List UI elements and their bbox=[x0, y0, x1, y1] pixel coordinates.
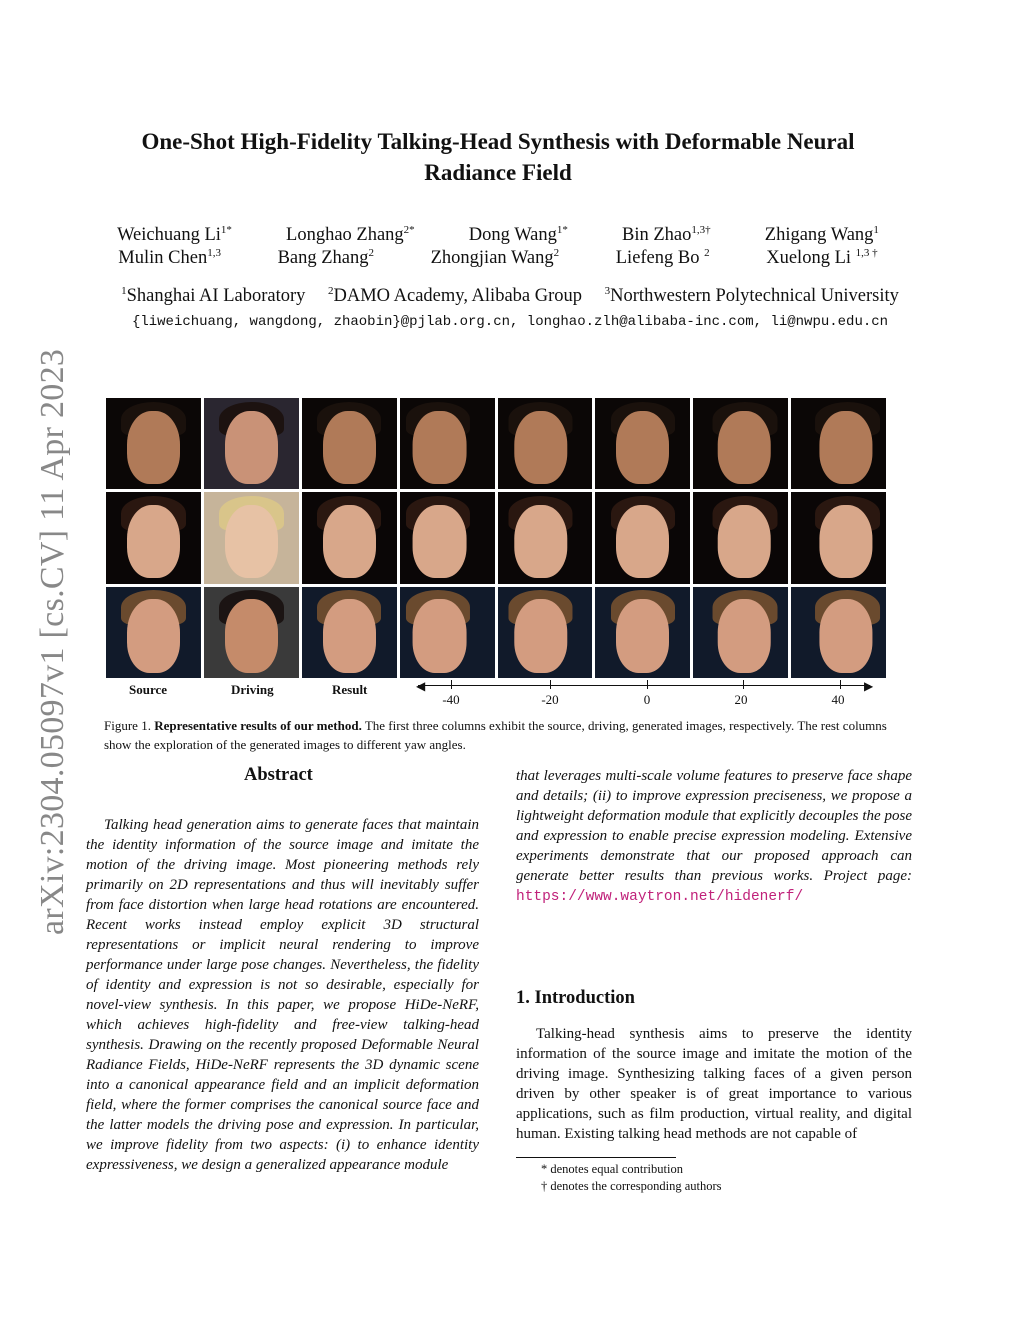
caption-label: Figure 1. bbox=[104, 718, 151, 733]
face-image bbox=[204, 587, 299, 678]
author: Bang Zhang$^2$ bbox=[277, 247, 374, 269]
yaw-tick bbox=[647, 680, 648, 689]
face-shape bbox=[515, 599, 568, 672]
col-label-source: Source bbox=[129, 682, 168, 697]
title-line-2: Radiance Field bbox=[424, 160, 572, 185]
authors-row-1 bbox=[90, 224, 906, 246]
face-image bbox=[693, 398, 788, 489]
author: Liefeng Bo $^2$ bbox=[615, 247, 710, 269]
caption-bold: Representative results of our method. bbox=[154, 718, 362, 733]
face-image bbox=[106, 587, 201, 678]
yaw-tick-label: -40 bbox=[442, 692, 460, 707]
affiliation: $^3$Northwestern Polytechnical University bbox=[604, 285, 899, 307]
yaw-tick bbox=[840, 680, 841, 689]
col-label-result: Result bbox=[332, 682, 368, 697]
arrow-right-icon: ▶ bbox=[864, 679, 874, 693]
face-shape bbox=[819, 505, 872, 578]
yaw-tick-label: 20 bbox=[734, 692, 748, 707]
author: Mulin Chen$^{1,3}$ bbox=[118, 247, 221, 269]
yaw-tick bbox=[550, 680, 551, 689]
face-image bbox=[791, 587, 886, 678]
affiliation: $^1$Shanghai AI Laboratory bbox=[121, 285, 306, 307]
face-shape bbox=[413, 411, 466, 484]
face-shape bbox=[127, 505, 180, 578]
author: Longhao Zhang$^{2*}$ bbox=[286, 224, 415, 246]
face-image bbox=[302, 587, 397, 678]
footnote-rule bbox=[516, 1157, 676, 1158]
affiliation: $^2$DAMO Academy, Alibaba Group bbox=[328, 285, 583, 307]
abstract-continued: that leverages multi-scale volume features to preserve face shape and details; (ii) to improve expression preciseness, we propose a lightweight deformation module that explicitly decouples the pose and expression to enable precise expression modeling. Extensive experiments demonstrate that our proposed approach can generate better results than previous works. Project page: bbox=[516, 768, 912, 884]
authors-row-2 bbox=[90, 247, 906, 269]
project-page-link[interactable]: https://www.waytron.net/hidenerf/ bbox=[516, 889, 804, 905]
face-image bbox=[595, 398, 690, 489]
face-shape bbox=[127, 411, 180, 484]
face-image bbox=[595, 492, 690, 583]
face-shape bbox=[616, 411, 669, 484]
face-shape bbox=[225, 411, 278, 484]
face-image bbox=[595, 587, 690, 678]
face-shape bbox=[515, 505, 568, 578]
face-image bbox=[791, 492, 886, 583]
face-image bbox=[498, 587, 593, 678]
title-line-1: One-Shot High-Fidelity Talking-Head Synthesis with Deformable Neural bbox=[141, 129, 855, 154]
abstract-right-column bbox=[516, 766, 912, 907]
caption-text: The first three columns exhibit the source, driving, generated images, respectively. The rest columns show the exploration of the generated images to different yaw angles. bbox=[104, 718, 887, 752]
abstract-left-column: Talking head generation aims to generate faces that maintain the identity information of the source image and imitate the motion of the driving image. Most pioneering methods rely primarily on 2D representations and thus will inevitably suffer from face distortion when large head rotations are encountered. Recent works instead employ explicit 3D structural representations or implicit neural rendering to improve performance under large pose changes. Nevertheless, the fidelity of identity and expression is not so desirable, especially for novel-view synthesis. In this paper, we propose HiDe-NeRF, which achieves high-fidelity and free-view talking-head synthesis. Drawing on the recently proposed Deformable Neural Radiance Fields, HiDe-NeRF represents the 3D dynamic scene into a canonical appearance field and an implicit deformation field, where the former comprises the canonical source face and the latter models the driving pose and expression. In particular, we improve fidelity from two aspects: (i) to enhance identity expressiveness, we design a generalized appearance module bbox=[86, 817, 479, 1173]
face-image bbox=[498, 398, 593, 489]
intro-heading: 1. Introduction bbox=[516, 988, 635, 1008]
arrow-left-icon: ◀ bbox=[416, 679, 426, 693]
face-shape bbox=[819, 599, 872, 672]
footnote: † denotes the corresponding authors bbox=[541, 1179, 722, 1193]
face-shape bbox=[127, 599, 180, 672]
face-image bbox=[791, 398, 886, 489]
author: Zhongjian Wang$^2$ bbox=[430, 247, 560, 269]
author: Weichuang $Li^{1*}$ bbox=[117, 224, 232, 246]
figure-caption bbox=[104, 716, 904, 754]
face-image bbox=[106, 398, 201, 489]
yaw-tick bbox=[743, 680, 744, 689]
author: Zhigang Wang$^1$ bbox=[764, 224, 879, 246]
author: Xuelong Li $^{1,3 \dagger}$ bbox=[766, 247, 878, 269]
yaw-tick bbox=[451, 680, 452, 689]
yaw-tick-label: 0 bbox=[643, 692, 651, 707]
face-shape bbox=[225, 599, 278, 672]
col-label-driving: Driving bbox=[231, 682, 274, 697]
face-image bbox=[302, 492, 397, 583]
face-shape bbox=[718, 505, 771, 578]
face-shape bbox=[413, 599, 466, 672]
abstract-heading: Abstract bbox=[244, 765, 313, 785]
face-shape bbox=[515, 411, 568, 484]
face-image bbox=[204, 492, 299, 583]
face-shape bbox=[718, 411, 771, 484]
face-image bbox=[302, 398, 397, 489]
face-shape bbox=[225, 505, 278, 578]
face-image bbox=[106, 492, 201, 583]
author: Bin Zhao$^{1,3\dagger}$ bbox=[622, 224, 711, 246]
face-shape bbox=[819, 411, 872, 484]
face-image bbox=[400, 398, 495, 489]
face-image bbox=[400, 587, 495, 678]
paper-title bbox=[100, 126, 896, 188]
yaw-axis bbox=[418, 685, 870, 686]
face-shape bbox=[616, 599, 669, 672]
face-shape bbox=[413, 505, 466, 578]
face-image bbox=[693, 587, 788, 678]
face-shape bbox=[616, 505, 669, 578]
intro-text: Talking-head synthesis aims to preserve the identity information of the source image and imitate the motion of the driving image. Synthesizing talking faces of a given person driven by other speaker is of great importance to various applications, such as film production, virtual reality, and digital human. Existing talking head methods are not capable of bbox=[516, 1026, 912, 1142]
footnote: * denotes equal contribution bbox=[541, 1162, 683, 1176]
face-image bbox=[400, 492, 495, 583]
face-image bbox=[204, 398, 299, 489]
yaw-tick-label: -20 bbox=[541, 692, 559, 707]
figure-image-grid bbox=[106, 398, 886, 678]
author: Dong Wang$^{1*}$ bbox=[468, 224, 568, 246]
face-shape bbox=[323, 411, 376, 484]
affiliations bbox=[60, 285, 960, 307]
yaw-tick-label: 40 bbox=[831, 692, 845, 707]
face-shape bbox=[718, 599, 771, 672]
face-image bbox=[498, 492, 593, 583]
arxiv-side-stamp: arXiv:2304.05097v1 [cs.CV] 11 Apr 2023 bbox=[34, 348, 71, 935]
face-shape bbox=[323, 505, 376, 578]
face-shape bbox=[323, 599, 376, 672]
author-emails: {liweichuang, wangdong, zhaobin}@pjlab.org.cn, longhao.zlh@alibaba-inc.com, li@nwpu.edu.cn bbox=[131, 314, 889, 330]
face-image bbox=[693, 492, 788, 583]
